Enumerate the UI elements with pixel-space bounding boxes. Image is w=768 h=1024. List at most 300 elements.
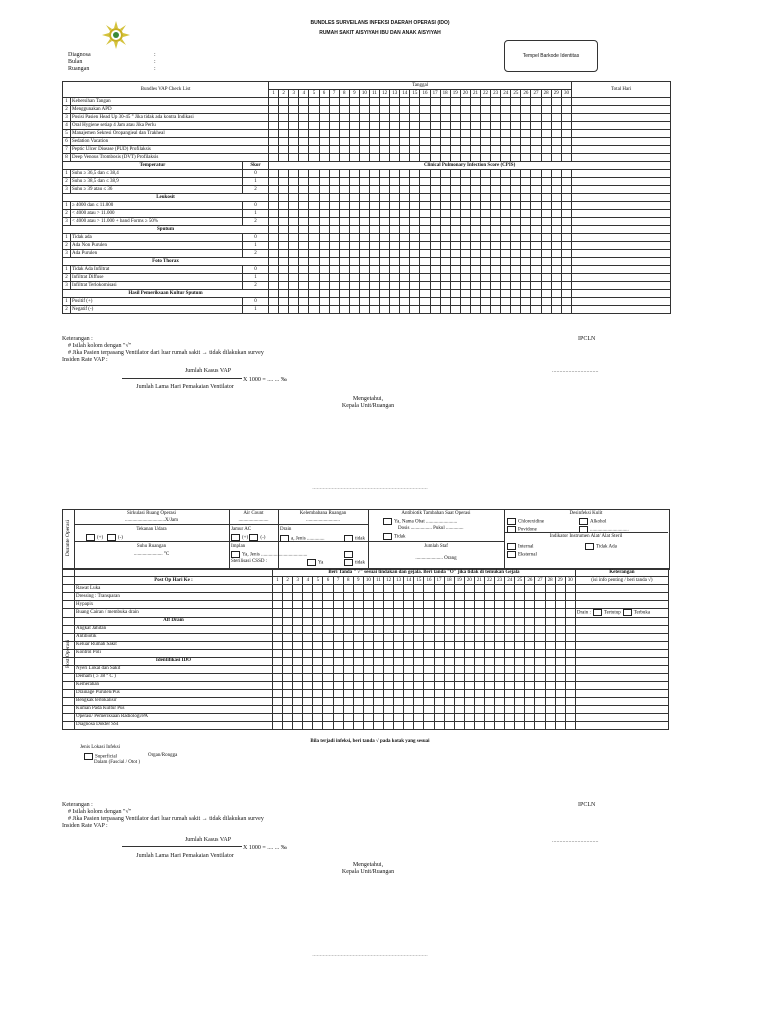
- total-cell[interactable]: [572, 266, 671, 274]
- check-cell[interactable]: [511, 138, 521, 146]
- check-cell[interactable]: [535, 585, 545, 593]
- check-cell[interactable]: [279, 154, 289, 162]
- check-cell[interactable]: [474, 585, 484, 593]
- check-cell[interactable]: [293, 681, 303, 689]
- check-cell[interactable]: [323, 721, 333, 729]
- check-cell[interactable]: [289, 170, 299, 178]
- check-cell[interactable]: [464, 641, 474, 649]
- check-cell[interactable]: [319, 210, 329, 218]
- check-cell[interactable]: [283, 609, 293, 618]
- check-cell[interactable]: [525, 585, 535, 593]
- check-cell[interactable]: [269, 98, 279, 106]
- check-cell[interactable]: [384, 681, 394, 689]
- check-cell[interactable]: [505, 657, 515, 665]
- check-cell[interactable]: [404, 713, 414, 721]
- check-cell[interactable]: [373, 649, 383, 657]
- check-cell[interactable]: [289, 210, 299, 218]
- check-cell[interactable]: [424, 585, 434, 593]
- check-cell[interactable]: [561, 130, 571, 138]
- check-cell[interactable]: [470, 178, 480, 186]
- check-cell[interactable]: [565, 673, 575, 681]
- check-cell[interactable]: [434, 609, 444, 618]
- check-cell[interactable]: [343, 721, 353, 729]
- check-cell[interactable]: [434, 625, 444, 633]
- check-cell[interactable]: [353, 713, 363, 721]
- check-cell[interactable]: [424, 625, 434, 633]
- check-cell[interactable]: [343, 681, 353, 689]
- check-cell[interactable]: [283, 681, 293, 689]
- check-cell[interactable]: [380, 202, 390, 210]
- check-cell[interactable]: [450, 306, 460, 314]
- check-cell[interactable]: [414, 673, 424, 681]
- check-cell[interactable]: [279, 194, 289, 202]
- check-cell[interactable]: [323, 665, 333, 673]
- total-cell[interactable]: [572, 250, 671, 258]
- check-cell[interactable]: [359, 98, 369, 106]
- total-cell[interactable]: [572, 210, 671, 218]
- keterangan-cell[interactable]: [575, 625, 668, 633]
- check-cell[interactable]: [470, 210, 480, 218]
- check-cell[interactable]: [410, 226, 420, 234]
- check-cell[interactable]: [454, 697, 464, 705]
- check-cell[interactable]: [501, 154, 511, 162]
- check-cell[interactable]: [323, 705, 333, 713]
- check-cell[interactable]: [460, 266, 470, 274]
- check-cell[interactable]: [353, 673, 363, 681]
- check-cell[interactable]: [555, 593, 565, 601]
- check-cell[interactable]: [269, 202, 279, 210]
- check-cell[interactable]: [495, 649, 505, 657]
- check-cell[interactable]: [521, 202, 531, 210]
- check-cell[interactable]: [369, 226, 379, 234]
- check-cell[interactable]: [273, 689, 283, 697]
- check-cell[interactable]: [279, 98, 289, 106]
- check-cell[interactable]: [410, 122, 420, 130]
- check-cell[interactable]: [313, 585, 323, 593]
- check-cell[interactable]: [470, 154, 480, 162]
- check-cell[interactable]: [484, 657, 494, 665]
- check-cell[interactable]: [273, 601, 283, 609]
- total-cell[interactable]: [572, 170, 671, 178]
- check-cell[interactable]: [293, 713, 303, 721]
- check-cell[interactable]: [565, 617, 575, 625]
- check-cell[interactable]: [511, 234, 521, 242]
- check-cell[interactable]: [561, 122, 571, 130]
- check-cell[interactable]: [410, 154, 420, 162]
- check-cell[interactable]: [511, 114, 521, 122]
- check-cell[interactable]: [323, 713, 333, 721]
- check-cell[interactable]: [400, 298, 410, 306]
- check-cell[interactable]: [289, 226, 299, 234]
- check-cell[interactable]: [369, 114, 379, 122]
- check-cell[interactable]: [400, 154, 410, 162]
- check-cell[interactable]: [424, 649, 434, 657]
- check-cell[interactable]: [323, 601, 333, 609]
- check-cell[interactable]: [515, 673, 525, 681]
- check-cell[interactable]: [470, 266, 480, 274]
- check-cell[interactable]: [390, 106, 400, 114]
- check-cell[interactable]: [329, 130, 339, 138]
- check-cell[interactable]: [501, 138, 511, 146]
- check-cell[interactable]: [501, 170, 511, 178]
- check-cell[interactable]: [440, 242, 450, 250]
- check-cell[interactable]: [434, 633, 444, 641]
- check-cell[interactable]: [279, 226, 289, 234]
- check-cell[interactable]: [491, 122, 501, 130]
- check-cell[interactable]: [420, 154, 430, 162]
- check-cell[interactable]: [505, 641, 515, 649]
- check-cell[interactable]: [339, 242, 349, 250]
- check-cell[interactable]: [450, 194, 460, 202]
- check-cell[interactable]: [269, 258, 279, 266]
- check-cell[interactable]: [541, 202, 551, 210]
- check-cell[interactable]: [404, 649, 414, 657]
- field-diagnosa[interactable]: Diagnosa :: [68, 52, 156, 58]
- check-cell[interactable]: [319, 298, 329, 306]
- check-cell[interactable]: [531, 218, 541, 226]
- check-cell[interactable]: [380, 234, 390, 242]
- check-cell[interactable]: [481, 170, 491, 178]
- check-cell[interactable]: [410, 98, 420, 106]
- check-cell[interactable]: [400, 226, 410, 234]
- check-cell[interactable]: [313, 705, 323, 713]
- check-cell[interactable]: [309, 146, 319, 154]
- check-cell[interactable]: [400, 146, 410, 154]
- check-cell[interactable]: [303, 641, 313, 649]
- check-cell[interactable]: [380, 282, 390, 290]
- check-cell[interactable]: [545, 721, 555, 729]
- check-cell[interactable]: [541, 154, 551, 162]
- check-cell[interactable]: [460, 130, 470, 138]
- check-cell[interactable]: [353, 609, 363, 618]
- check-cell[interactable]: [359, 122, 369, 130]
- keterangan-cell[interactable]: [575, 681, 668, 689]
- check-cell[interactable]: [283, 657, 293, 665]
- check-cell[interactable]: [541, 274, 551, 282]
- check-cell[interactable]: [373, 609, 383, 618]
- check-cell[interactable]: [283, 585, 293, 593]
- check-cell[interactable]: [309, 154, 319, 162]
- check-cell[interactable]: [343, 705, 353, 713]
- check-cell[interactable]: [440, 114, 450, 122]
- check-cell[interactable]: [269, 250, 279, 258]
- check-cell[interactable]: [400, 210, 410, 218]
- check-cell[interactable]: [394, 625, 404, 633]
- check-cell[interactable]: [501, 106, 511, 114]
- check-cell[interactable]: [373, 721, 383, 729]
- check-cell[interactable]: [470, 122, 480, 130]
- check-cell[interactable]: [384, 633, 394, 641]
- check-cell[interactable]: [349, 250, 359, 258]
- check-cell[interactable]: [555, 705, 565, 713]
- check-cell[interactable]: [470, 290, 480, 298]
- check-cell[interactable]: [555, 641, 565, 649]
- check-cell[interactable]: [541, 146, 551, 154]
- check-cell[interactable]: [444, 641, 454, 649]
- check-cell[interactable]: [319, 218, 329, 226]
- check-cell[interactable]: [561, 282, 571, 290]
- check-cell[interactable]: [273, 585, 283, 593]
- check-cell[interactable]: [521, 114, 531, 122]
- check-cell[interactable]: [501, 226, 511, 234]
- check-cell[interactable]: [474, 625, 484, 633]
- check-cell[interactable]: [511, 178, 521, 186]
- check-cell[interactable]: [329, 226, 339, 234]
- check-cell[interactable]: [369, 98, 379, 106]
- check-cell[interactable]: [400, 218, 410, 226]
- check-cell[interactable]: [565, 593, 575, 601]
- check-cell[interactable]: [551, 202, 561, 210]
- check-cell[interactable]: [525, 713, 535, 721]
- check-cell[interactable]: [400, 106, 410, 114]
- check-cell[interactable]: [333, 625, 343, 633]
- check-cell[interactable]: [380, 226, 390, 234]
- check-cell[interactable]: [444, 617, 454, 625]
- keterangan-cell[interactable]: [575, 617, 668, 625]
- check-cell[interactable]: [269, 154, 279, 162]
- check-cell[interactable]: [531, 258, 541, 266]
- check-cell[interactable]: [363, 657, 373, 665]
- check-cell[interactable]: [450, 130, 460, 138]
- field-bulan[interactable]: Bulan :: [68, 59, 156, 65]
- check-cell[interactable]: [384, 585, 394, 593]
- check-cell[interactable]: [491, 274, 501, 282]
- check-cell[interactable]: [279, 250, 289, 258]
- check-cell[interactable]: [531, 274, 541, 282]
- check-cell[interactable]: [319, 98, 329, 106]
- check-cell[interactable]: [339, 290, 349, 298]
- check-cell[interactable]: [565, 609, 575, 618]
- check-cell[interactable]: [561, 170, 571, 178]
- check-cell[interactable]: [289, 250, 299, 258]
- check-cell[interactable]: [495, 593, 505, 601]
- check-cell[interactable]: [495, 705, 505, 713]
- check-cell[interactable]: [434, 665, 444, 673]
- check-cell[interactable]: [293, 721, 303, 729]
- check-cell[interactable]: [474, 617, 484, 625]
- check-cell[interactable]: [400, 266, 410, 274]
- check-cell[interactable]: [531, 282, 541, 290]
- check-cell[interactable]: [414, 681, 424, 689]
- check-cell[interactable]: [505, 617, 515, 625]
- check-cell[interactable]: [390, 234, 400, 242]
- check-cell[interactable]: [394, 649, 404, 657]
- check-cell[interactable]: [440, 226, 450, 234]
- check-cell[interactable]: [414, 585, 424, 593]
- check-cell[interactable]: [565, 657, 575, 665]
- check-cell[interactable]: [484, 641, 494, 649]
- check-cell[interactable]: [303, 673, 313, 681]
- check-cell[interactable]: [481, 218, 491, 226]
- check-cell[interactable]: [343, 641, 353, 649]
- check-cell[interactable]: [551, 138, 561, 146]
- check-cell[interactable]: [369, 290, 379, 298]
- check-cell[interactable]: [420, 186, 430, 194]
- check-cell[interactable]: [565, 649, 575, 657]
- check-cell[interactable]: [531, 170, 541, 178]
- keterangan-cell[interactable]: [575, 633, 668, 641]
- check-cell[interactable]: [521, 258, 531, 266]
- check-cell[interactable]: [545, 713, 555, 721]
- check-cell[interactable]: [363, 633, 373, 641]
- check-cell[interactable]: [384, 697, 394, 705]
- check-cell[interactable]: [309, 138, 319, 146]
- check-cell[interactable]: [430, 266, 440, 274]
- check-cell[interactable]: [269, 298, 279, 306]
- check-cell[interactable]: [551, 226, 561, 234]
- check-cell[interactable]: [380, 242, 390, 250]
- check-cell[interactable]: [373, 585, 383, 593]
- check-cell[interactable]: [293, 689, 303, 697]
- check-cell[interactable]: [470, 298, 480, 306]
- check-cell[interactable]: [454, 721, 464, 729]
- check-cell[interactable]: [380, 258, 390, 266]
- check-cell[interactable]: [454, 673, 464, 681]
- check-cell[interactable]: [319, 194, 329, 202]
- check-cell[interactable]: [309, 266, 319, 274]
- check-cell[interactable]: [309, 290, 319, 298]
- check-cell[interactable]: [384, 713, 394, 721]
- check-cell[interactable]: [269, 106, 279, 114]
- check-cell[interactable]: [349, 98, 359, 106]
- check-cell[interactable]: [404, 705, 414, 713]
- barcode-box[interactable]: [504, 40, 598, 72]
- check-cell[interactable]: [269, 114, 279, 122]
- check-cell[interactable]: [561, 250, 571, 258]
- check-cell[interactable]: [394, 617, 404, 625]
- check-cell[interactable]: [349, 170, 359, 178]
- field-ruangan[interactable]: Ruangan :: [68, 66, 156, 72]
- check-cell[interactable]: [410, 282, 420, 290]
- check-cell[interactable]: [501, 130, 511, 138]
- check-cell[interactable]: [279, 266, 289, 274]
- check-cell[interactable]: [464, 593, 474, 601]
- check-cell[interactable]: [283, 593, 293, 601]
- keterangan-cell[interactable]: [575, 689, 668, 697]
- check-cell[interactable]: [299, 154, 309, 162]
- check-cell[interactable]: [511, 306, 521, 314]
- check-cell[interactable]: [440, 290, 450, 298]
- other-desinfeksi-checkbox[interactable]: [579, 526, 588, 533]
- check-cell[interactable]: [394, 689, 404, 697]
- check-cell[interactable]: [470, 306, 480, 314]
- aircount-field[interactable]: ........................: [238, 518, 269, 523]
- check-cell[interactable]: [329, 290, 339, 298]
- check-cell[interactable]: [309, 306, 319, 314]
- check-cell[interactable]: [303, 617, 313, 625]
- check-cell[interactable]: [353, 697, 363, 705]
- check-cell[interactable]: [454, 681, 464, 689]
- check-cell[interactable]: [491, 130, 501, 138]
- check-cell[interactable]: [450, 218, 460, 226]
- check-cell[interactable]: [384, 617, 394, 625]
- check-cell[interactable]: [555, 649, 565, 657]
- check-cell[interactable]: [369, 242, 379, 250]
- check-cell[interactable]: [394, 601, 404, 609]
- check-cell[interactable]: [444, 705, 454, 713]
- check-cell[interactable]: [551, 122, 561, 130]
- check-cell[interactable]: [484, 705, 494, 713]
- check-cell[interactable]: [460, 146, 470, 154]
- check-cell[interactable]: [333, 593, 343, 601]
- check-cell[interactable]: [531, 290, 541, 298]
- check-cell[interactable]: [279, 186, 289, 194]
- check-cell[interactable]: [353, 641, 363, 649]
- check-cell[interactable]: [495, 633, 505, 641]
- check-cell[interactable]: [349, 138, 359, 146]
- check-cell[interactable]: [434, 617, 444, 625]
- check-cell[interactable]: [555, 657, 565, 665]
- check-cell[interactable]: [565, 713, 575, 721]
- check-cell[interactable]: [373, 705, 383, 713]
- check-cell[interactable]: [333, 617, 343, 625]
- check-cell[interactable]: [460, 298, 470, 306]
- check-cell[interactable]: [535, 625, 545, 633]
- check-cell[interactable]: [535, 673, 545, 681]
- check-cell[interactable]: [269, 282, 279, 290]
- check-cell[interactable]: [289, 282, 299, 290]
- check-cell[interactable]: [551, 194, 561, 202]
- check-cell[interactable]: [349, 290, 359, 298]
- check-cell[interactable]: [410, 218, 420, 226]
- check-cell[interactable]: [410, 210, 420, 218]
- check-cell[interactable]: [450, 210, 460, 218]
- check-cell[interactable]: [535, 721, 545, 729]
- check-cell[interactable]: [299, 170, 309, 178]
- check-cell[interactable]: [343, 689, 353, 697]
- check-cell[interactable]: [380, 98, 390, 106]
- check-cell[interactable]: [430, 258, 440, 266]
- check-cell[interactable]: [390, 290, 400, 298]
- check-cell[interactable]: [501, 178, 511, 186]
- check-cell[interactable]: [303, 697, 313, 705]
- check-cell[interactable]: [289, 258, 299, 266]
- check-cell[interactable]: [319, 250, 329, 258]
- check-cell[interactable]: [551, 98, 561, 106]
- check-cell[interactable]: [470, 282, 480, 290]
- check-cell[interactable]: [359, 218, 369, 226]
- check-cell[interactable]: [561, 146, 571, 154]
- check-cell[interactable]: [369, 186, 379, 194]
- check-cell[interactable]: [505, 713, 515, 721]
- check-cell[interactable]: [299, 298, 309, 306]
- check-cell[interactable]: [521, 170, 531, 178]
- check-cell[interactable]: [414, 713, 424, 721]
- check-cell[interactable]: [329, 298, 339, 306]
- check-cell[interactable]: [460, 122, 470, 130]
- check-cell[interactable]: [400, 178, 410, 186]
- check-cell[interactable]: [380, 306, 390, 314]
- check-cell[interactable]: [481, 178, 491, 186]
- check-cell[interactable]: [400, 186, 410, 194]
- check-cell[interactable]: [349, 218, 359, 226]
- check-cell[interactable]: [420, 194, 430, 202]
- check-cell[interactable]: [369, 210, 379, 218]
- check-cell[interactable]: [440, 210, 450, 218]
- check-cell[interactable]: [521, 186, 531, 194]
- check-cell[interactable]: [491, 194, 501, 202]
- check-cell[interactable]: [440, 194, 450, 202]
- check-cell[interactable]: [434, 721, 444, 729]
- check-cell[interactable]: [470, 114, 480, 122]
- povidone-checkbox[interactable]: [507, 526, 516, 533]
- check-cell[interactable]: [303, 657, 313, 665]
- check-cell[interactable]: [343, 633, 353, 641]
- check-cell[interactable]: [349, 282, 359, 290]
- check-cell[interactable]: [535, 705, 545, 713]
- check-cell[interactable]: [555, 689, 565, 697]
- check-cell[interactable]: [474, 657, 484, 665]
